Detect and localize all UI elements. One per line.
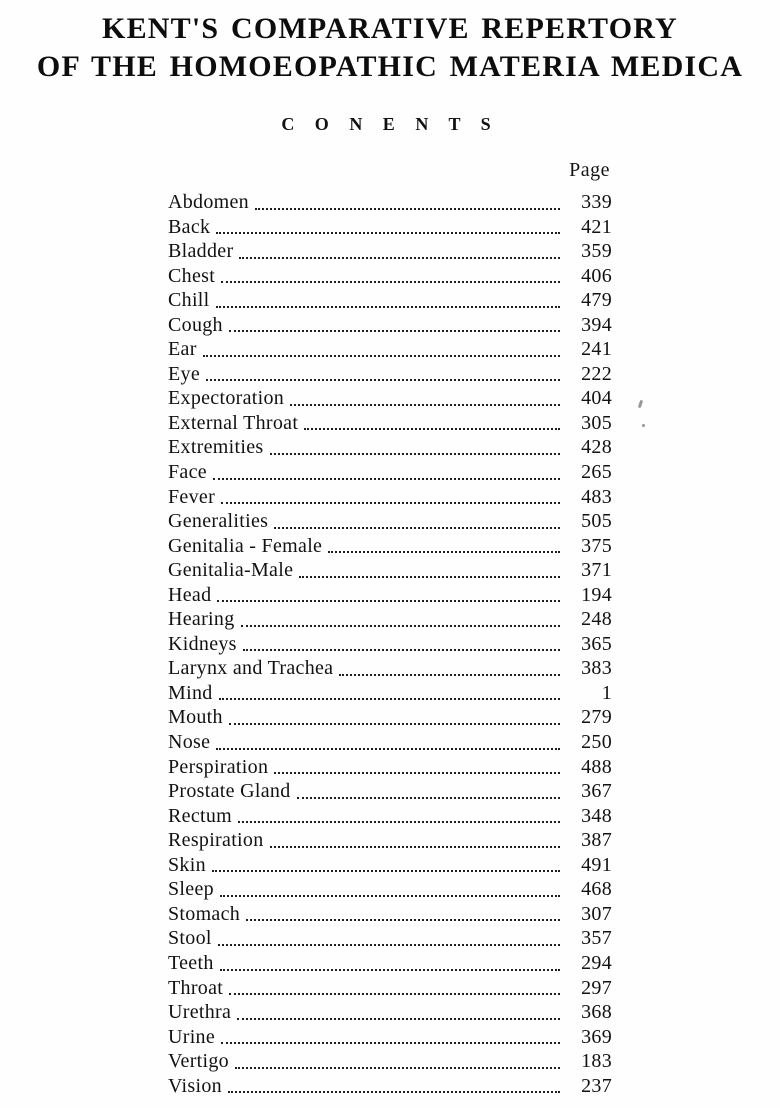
toc-entry-page: 357 (581, 927, 612, 950)
toc-entry-page: 241 (581, 338, 612, 361)
toc-dotted-leader (221, 502, 560, 504)
toc-dotted-leader (237, 1018, 560, 1020)
toc-entry-label: Stomach (168, 902, 241, 925)
toc-entry-label: Mouth (168, 706, 223, 729)
toc-entry-label: Larynx and Trachea (168, 657, 334, 680)
toc-entry-page: 194 (581, 583, 612, 606)
toc-row (168, 853, 612, 878)
toc-row (168, 313, 612, 338)
toc-entry-page: 250 (581, 731, 612, 754)
toc-entry-page: 359 (581, 240, 612, 263)
toc-dotted-leader (255, 208, 560, 210)
toc-dotted-leader (220, 895, 560, 897)
toc-dotted-leader (290, 404, 560, 406)
toc-entry-page: 222 (581, 362, 612, 385)
toc-row (168, 1049, 612, 1074)
toc-row (168, 902, 612, 927)
toc-entry-label: Cough (168, 313, 223, 336)
toc-dotted-leader (304, 428, 560, 430)
toc-dotted-leader (212, 870, 560, 872)
toc-row (168, 730, 612, 755)
toc-entry-page: 371 (581, 559, 612, 582)
toc-row (168, 877, 612, 902)
toc-entry-label: Mind (168, 681, 213, 704)
toc-entry-page: 279 (581, 706, 612, 729)
toc-dotted-leader (213, 478, 560, 480)
toc-dotted-leader (229, 993, 560, 995)
toc-entry-page: 305 (581, 411, 612, 434)
toc-entry-page: 505 (581, 510, 612, 533)
toc-entry-label: Chill (168, 289, 210, 312)
toc-dotted-leader (297, 797, 560, 799)
toc-row (168, 926, 612, 951)
toc-dotted-leader (216, 748, 560, 750)
toc-dotted-leader (229, 330, 560, 332)
toc-entry-page: 339 (581, 191, 612, 213)
toc-row (168, 951, 612, 976)
toc-entry-page: 248 (581, 608, 612, 631)
toc-entry-label: Urine (168, 1025, 216, 1048)
toc-row (168, 264, 612, 289)
toc-entry-label: Abdomen (168, 191, 249, 213)
toc-entry-page: 488 (581, 755, 612, 778)
toc-row (168, 386, 612, 411)
toc-entry-page: 348 (581, 804, 612, 827)
toc-row (168, 804, 612, 829)
toc-entry-page: 294 (581, 951, 612, 974)
toc-dotted-leader (217, 600, 560, 602)
toc-entry-label: Ear (168, 338, 197, 361)
toc-entry-label: Prostate Gland (168, 780, 291, 803)
toc-row (168, 435, 612, 460)
scan-artifact (642, 424, 645, 427)
page-title-line1: KENT'S COMPARATIVE REPERTORY (102, 12, 678, 45)
toc-entry-page: 394 (581, 313, 612, 336)
toc-row (168, 705, 612, 730)
toc-row (168, 362, 612, 387)
toc-row (168, 779, 612, 804)
toc-dotted-leader (221, 1042, 560, 1044)
toc-dotted-leader (218, 944, 560, 946)
page-title (0, 0, 780, 86)
toc-dotted-leader (328, 551, 560, 553)
toc-dotted-leader (270, 453, 561, 455)
toc-entry-label: Sleep (168, 878, 214, 901)
toc-row (168, 1000, 612, 1025)
toc-row (168, 583, 612, 608)
toc-entry-label: Vertigo (168, 1050, 229, 1073)
toc-dotted-leader (299, 576, 560, 578)
toc-entry-page: 369 (581, 1025, 612, 1048)
page-column-label: Page (569, 159, 610, 181)
toc-dotted-leader (220, 969, 560, 971)
toc-entry-page: 1 (601, 681, 612, 704)
toc-entry-label: Respiration (168, 829, 264, 852)
toc-entry-page: 428 (581, 436, 612, 459)
toc-entry-label: Hearing (168, 608, 235, 631)
toc-entry-label: Expectoration (168, 387, 285, 410)
toc-row (168, 607, 612, 632)
toc-row (168, 411, 612, 436)
toc-dotted-leader (216, 306, 560, 308)
toc-entry-page: 491 (581, 853, 612, 876)
toc-entry-label: Face (168, 461, 207, 484)
toc-row (168, 509, 612, 534)
toc-dotted-leader (243, 649, 560, 651)
toc-row (168, 1074, 612, 1099)
toc-dotted-leader (241, 625, 560, 627)
toc-dotted-leader (235, 1067, 560, 1069)
toc-row (168, 1025, 612, 1050)
toc-entry-page: 375 (581, 534, 612, 557)
toc-entry-page: 297 (581, 976, 612, 999)
toc-entry-page: 367 (581, 780, 612, 803)
toc-entry-label: External Throat (168, 411, 299, 434)
toc-entry-label: Bladder (168, 240, 234, 263)
toc-entry-page: 368 (581, 1001, 612, 1024)
toc-entry-label: Vision (168, 1074, 222, 1097)
toc-dotted-leader (219, 698, 560, 700)
toc-dotted-leader (270, 846, 560, 848)
toc-entry-page: 365 (581, 632, 612, 655)
toc-dotted-leader (274, 527, 560, 529)
toc-entry-label: Chest (168, 264, 216, 287)
toc-entry-label: Fever (168, 485, 216, 508)
toc-dotted-leader (228, 1091, 560, 1093)
toc-row (168, 656, 612, 681)
toc-entry-page: 421 (581, 215, 612, 238)
toc-entry-label: Rectum (168, 804, 233, 827)
toc-entry-label: Genitalia - Female (168, 534, 323, 557)
toc-entry-page: 406 (581, 264, 612, 287)
toc-row (168, 632, 612, 657)
table-of-contents (168, 159, 612, 1098)
toc-dotted-leader (239, 257, 560, 259)
toc-row (168, 288, 612, 313)
toc-entry-page: 404 (581, 387, 612, 410)
toc-entry-label: Back (168, 215, 211, 238)
toc-entry-page: 383 (581, 657, 612, 680)
toc-entry-label: Extremities (168, 436, 264, 459)
toc-row (168, 337, 612, 362)
toc-entry-label: Teeth (168, 951, 214, 974)
toc-entry-page: 479 (581, 289, 612, 312)
toc-dotted-leader (203, 355, 560, 357)
toc-row (168, 485, 612, 510)
contents-heading: C O N E N T S (281, 114, 499, 134)
toc-entry-label: Generalities (168, 510, 269, 533)
toc-dotted-leader (221, 281, 560, 283)
toc-row (168, 190, 612, 215)
toc-entry-page: 468 (581, 878, 612, 901)
toc-entry-label: Stool (168, 927, 212, 950)
toc-row (168, 239, 612, 264)
toc-dotted-leader (216, 232, 560, 234)
toc-entry-page: 183 (581, 1050, 612, 1073)
toc-entry-label: Throat (168, 976, 224, 999)
toc-list (168, 190, 612, 1098)
toc-entry-page: 387 (581, 829, 612, 852)
toc-entry-label: Urethra (168, 1001, 232, 1024)
toc-row (168, 215, 612, 240)
toc-entry-page: 237 (581, 1074, 612, 1097)
toc-entry-label: Kidneys (168, 632, 237, 655)
toc-entry-label: Head (168, 583, 212, 606)
toc-dotted-leader (206, 379, 560, 381)
toc-entry-page: 265 (581, 461, 612, 484)
scan-artifact (638, 400, 643, 409)
toc-row (168, 755, 612, 780)
toc-dotted-leader (274, 772, 560, 774)
toc-dotted-leader (339, 674, 560, 676)
toc-entry-label: Genitalia-Male (168, 559, 294, 582)
toc-entry-page: 483 (581, 485, 612, 508)
toc-dotted-leader (238, 821, 560, 823)
page-title-line2: OF THE HOMOEOPATHIC MATERIA MEDICA (36, 50, 744, 83)
toc-row (168, 976, 612, 1001)
toc-row (168, 681, 612, 706)
toc-row (168, 828, 612, 853)
toc-row (168, 558, 612, 583)
toc-row (168, 460, 612, 485)
toc-entry-label: Skin (168, 853, 206, 876)
toc-dotted-leader (229, 723, 560, 725)
toc-entry-label: Nose (168, 731, 211, 754)
toc-entry-label: Eye (168, 362, 200, 385)
toc-entry-label: Perspiration (168, 755, 269, 778)
toc-row (168, 534, 612, 559)
toc-entry-page: 307 (581, 902, 612, 925)
toc-dotted-leader (246, 919, 560, 921)
